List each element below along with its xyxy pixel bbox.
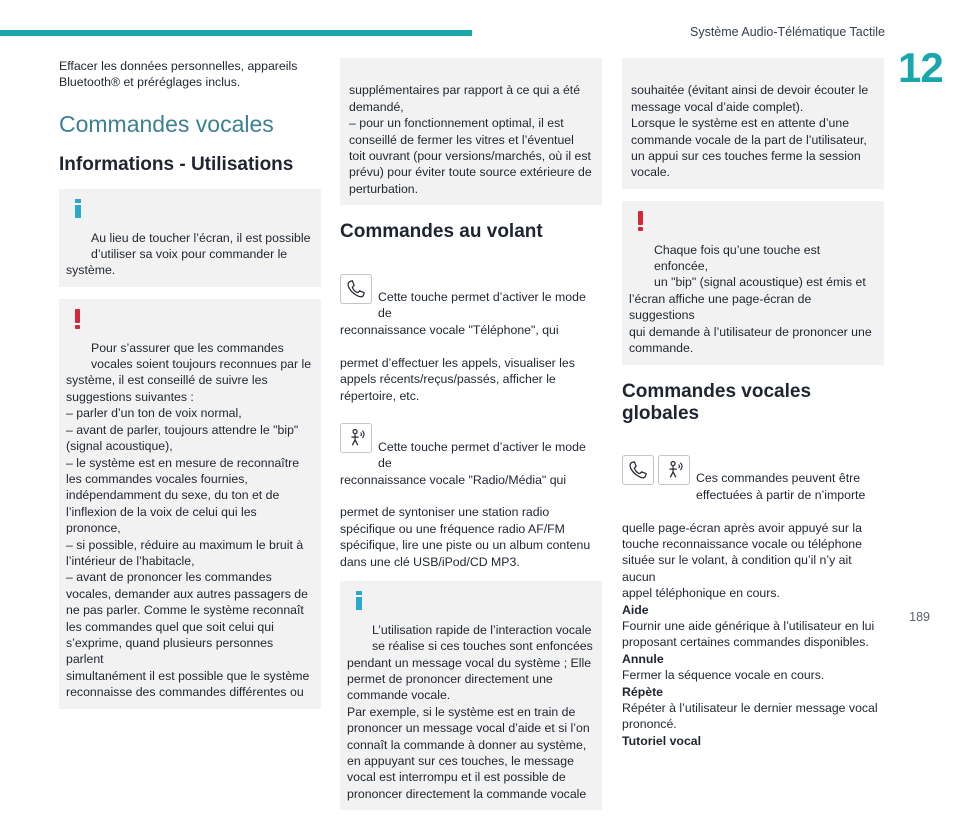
- section-title-commandes-volant: Commandes au volant: [340, 221, 543, 243]
- section-title-commandes-vocales: Commandes vocales: [59, 110, 274, 137]
- info-note-head: Au lieu de toucher l’écran, il est possible d’utiliser sa voix pour commander le: [91, 230, 311, 262]
- info-note-continued: [622, 58, 884, 189]
- voice-recognition-icon: [658, 455, 690, 485]
- radio-voice-command: [340, 406, 602, 570]
- chapter-number: 12: [898, 44, 943, 91]
- info-icon: [356, 591, 362, 610]
- global-commands-head: Ces commandes peuvent être effectuées à partir de n’importe: [696, 471, 866, 502]
- beep-warning-body: l’écran affiche une page-écran de suggestions qui demande à l’utilisateur de prononcer une commande.: [629, 291, 872, 356]
- command-annule-label: Annule: [622, 651, 664, 666]
- quick-interaction-head: L’utilisation rapide de l’interaction vocale se réalise si ces touches sont enfoncées: [372, 622, 593, 654]
- command-aide-description: Fournir une aide générique à l’utilisateur en lui proposant certaines commandes disponibles.: [622, 618, 875, 650]
- voice-recognition-icon: [340, 423, 372, 453]
- command-repete-description: Répéter à l’utilisateur le dernier message vocal prononcé.: [622, 701, 878, 732]
- warning-note-continued-text: supplémentaires par rapport à ce qui a été demandé, – pour un fonctionnement optimal, il est conseillé de fermer les vitres et l’éventuel toit ouvrant (pour versions/marchés, où il est prévu) pour éviter toute source extérieure de perturbation.: [349, 83, 592, 196]
- phone-command-head: Cette touche permet d’activer le mode de reconnaissance vocale "Téléphone", qui: [340, 290, 586, 337]
- info-note-quick-interaction: [340, 581, 602, 810]
- global-commands-intro: [622, 438, 884, 602]
- warning-note: [59, 299, 321, 709]
- command-repete-label: Répète: [622, 684, 664, 699]
- info-icon: [75, 199, 81, 218]
- beep-warning-head: Chaque fois qu’une touche est enfoncée, un "bip" (signal acoustique) est émis et: [654, 242, 866, 290]
- command-annule-description: Fermer la séquence vocale en cours.: [622, 668, 825, 683]
- info-note-tail: système.: [66, 263, 116, 278]
- radio-command-head: Cette touche permet d’activer le mode de reconnaissance vocale "Radio/Média" qui: [340, 439, 586, 487]
- info-note: [59, 189, 321, 287]
- info-note-continued-text: souhaitée (évitant ainsi de devoir écouter le message vocal d’aide complet). Lorsque le système est en attente d’une commande vocale de la part de l’utilisateur, un appui sur ces touches ferme la session vocale.: [631, 83, 869, 180]
- page-number: 189: [909, 610, 930, 624]
- quick-interaction-body: pendant un message vocal du système ; Elle permet de prononcer directement une commande vocale. Par exemple, si le système est en train de prononcer un message vocal d’aide et si l’on connaît la commande à donner au système, en appuyant sur ces touches, le message vocal est interrompu et il est possible de prononcer directement la commande vocale: [347, 655, 592, 801]
- warning-icon: [75, 309, 81, 329]
- warning-note-head: Pour s’assurer que les commandes vocales soient toujours reconnues par le: [91, 340, 312, 372]
- column-1: [59, 58, 321, 721]
- warning-note-body: système, il est conseillé de suivre les suggestions suivantes : – parler d’un ton de voix normal, – avant de parler, toujours attendre le "bip" (signal acoustique), – le système est en mesure de reconnaître les commandes vocales fournies, indépendamment du sexe, du ton et de l’inflexion de la voix de celui qui les prononce, – si possible, réduire au maximum le bruit à l’intérieur de l’habitacle, – avant de prononcer les commandes vocales, demander aux autres passagers de ne pas parler. Comme le système reconnaît les commandes quel que soit celui qui s’exprime, quand plusieurs personnes parlent simultanément il est possible que le système reconnaisse des commandes différentes ou: [66, 373, 310, 700]
- phone-voice-command: [340, 256, 602, 404]
- subsection-title-informations: Informations - Utilisations: [59, 153, 294, 175]
- phone-icon: [622, 455, 654, 485]
- command-aide-label: Aide: [622, 602, 649, 617]
- column-3: [622, 58, 884, 749]
- section-title-commandes-globales: Commandes vocales globales: [622, 380, 812, 424]
- phone-icon: [340, 274, 372, 304]
- global-commands-body: quelle page-écran après avoir appuyé sur la touche reconnaissance vocale ou téléphone située sur le volant, à condition qu’il n’y ait aucun appel téléphonique en cours.: [622, 520, 862, 601]
- header-accent-bar: [0, 30, 472, 36]
- command-tutoriel-label: Tutoriel vocal: [622, 733, 702, 748]
- warning-note-beep: [622, 201, 884, 365]
- intro-paragraph: Effacer les données personnelles, appareils Bluetooth® et préréglages inclus.: [59, 59, 298, 90]
- warning-note-continued: [340, 58, 602, 205]
- page-header-title: Système Audio-Télématique Tactile: [689, 25, 885, 39]
- radio-command-body: permet de syntoniser une station radio spécifique ou une fréquence radio AF/FM spécifique, lire une piste ou un album contenu dans une clé USB/iPod/CD MP3.: [340, 505, 591, 569]
- phone-command-body: permet d’effectuer les appels, visualiser les appels récents/reçus/passés, afficher le répertoire, etc.: [340, 355, 575, 403]
- column-2: [340, 58, 602, 822]
- warning-icon: [638, 211, 644, 231]
